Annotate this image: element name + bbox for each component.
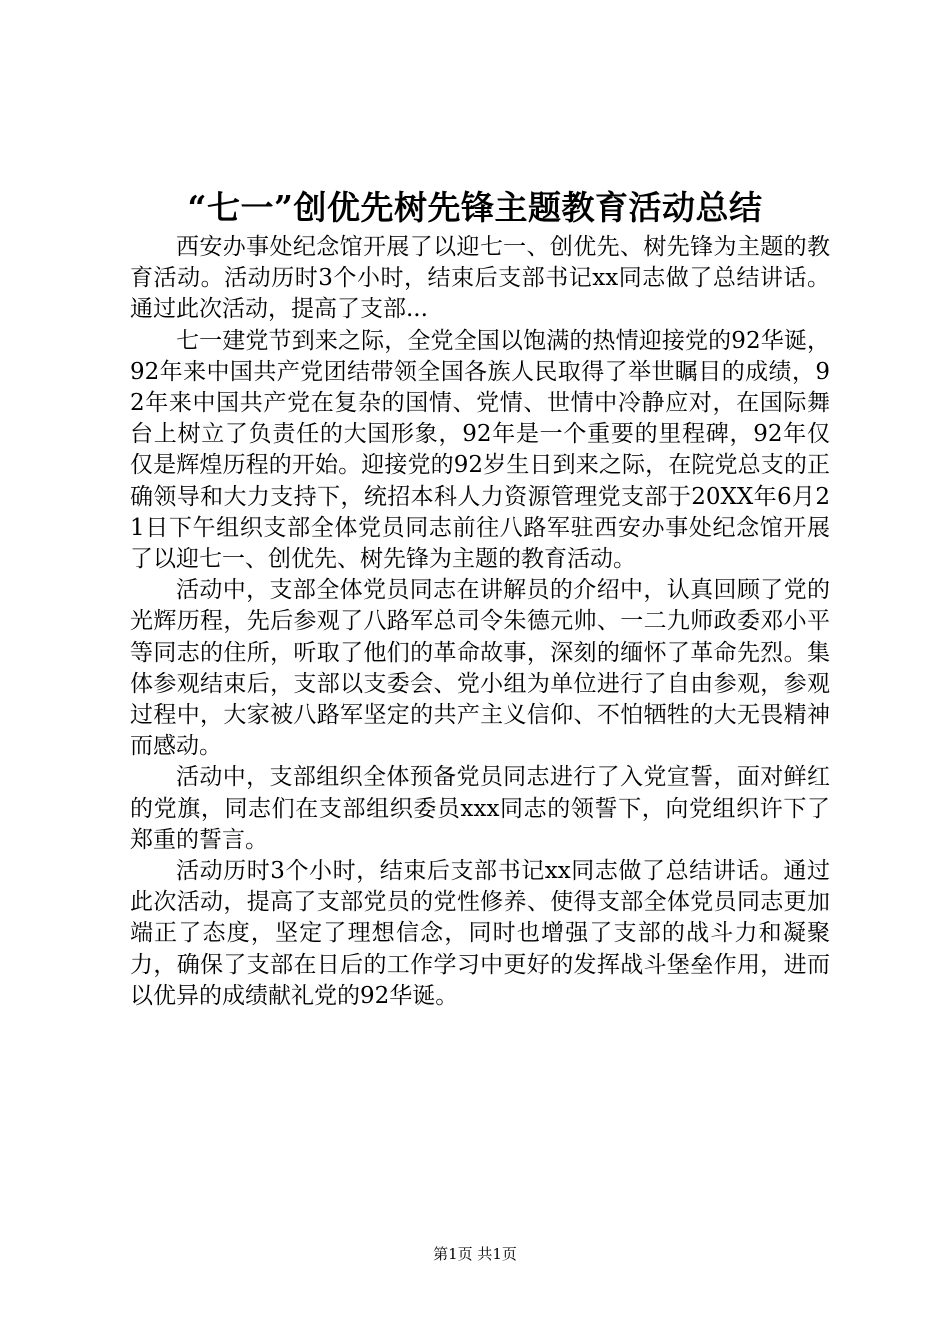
- paragraph-oath: 活动中，支部组织全体预备党员同志进行了入党宣誓，面对鲜红的党旗，同志们在支部组织委员xxx同志的领誓下，向党组织许下了郑重的誓言。: [130, 764, 830, 853]
- document-title: “七一”创优先树先锋主题教育活动总结: [187, 188, 763, 227]
- paragraph-conclusion: 活动历时3个小时，结束后支部书记xx同志做了总结讲话。通过此次活动，提高了支部党员的党性修养、使得支部全体党员同志更加端正了态度，坚定了理想信念，同时也增强了支部的战斗力和凝聚力，确保了支部在日后的工作学习中更好的发挥战斗堡垒作用，进而以优异的成绩献礼党的92华诞。: [130, 858, 830, 1009]
- document-body: [130, 232, 830, 1012]
- paragraph-background: 七一建党节到来之际，全党全国以饱满的热情迎接党的92华诞，92年来中国共产党团结带领全国各族人民取得了举世瞩目的成绩，92年来中国共产党在复杂的国情、党情、世情中冷静应对，在国际舞台上树立了负责任的大国形象，92年是一个重要的里程碑，92年仅仅是辉煌历程的开始。迎接党的92岁生日到来之际，在院党总支的正确领导和大力支持下，统招本科人力资源管理党支部于20XX年6月21日下午组织支部全体党员同志前往八路军驻西安办事处纪念馆开展了以迎七一、创优先、树先锋为主题的教育活动。: [130, 327, 830, 573]
- page-footer: 第1页 共1页: [433, 1245, 517, 1263]
- paragraph-visit: 活动中，支部全体党员同志在讲解员的介绍中，认真回顾了党的光辉历程，先后参观了八路军总司令朱德元帅、一二九师政委邓小平等同志的住所，听取了他们的革命故事，深刻的缅怀了革命先烈。集体参观结束后，支部以支委会、党小组为单位进行了自由参观，参观过程中，大家被八路军坚定的共产主义信仰、不怕牺牲的大无畏精神而感动。: [130, 577, 830, 760]
- paragraph-intro: 西安办事处纪念馆开展了以迎七一、创优先、树先锋为主题的教育活动。活动历时3个小时，结束后支部书记xx同志做了总结讲话。通过此次活动，提高了支部...: [130, 234, 830, 323]
